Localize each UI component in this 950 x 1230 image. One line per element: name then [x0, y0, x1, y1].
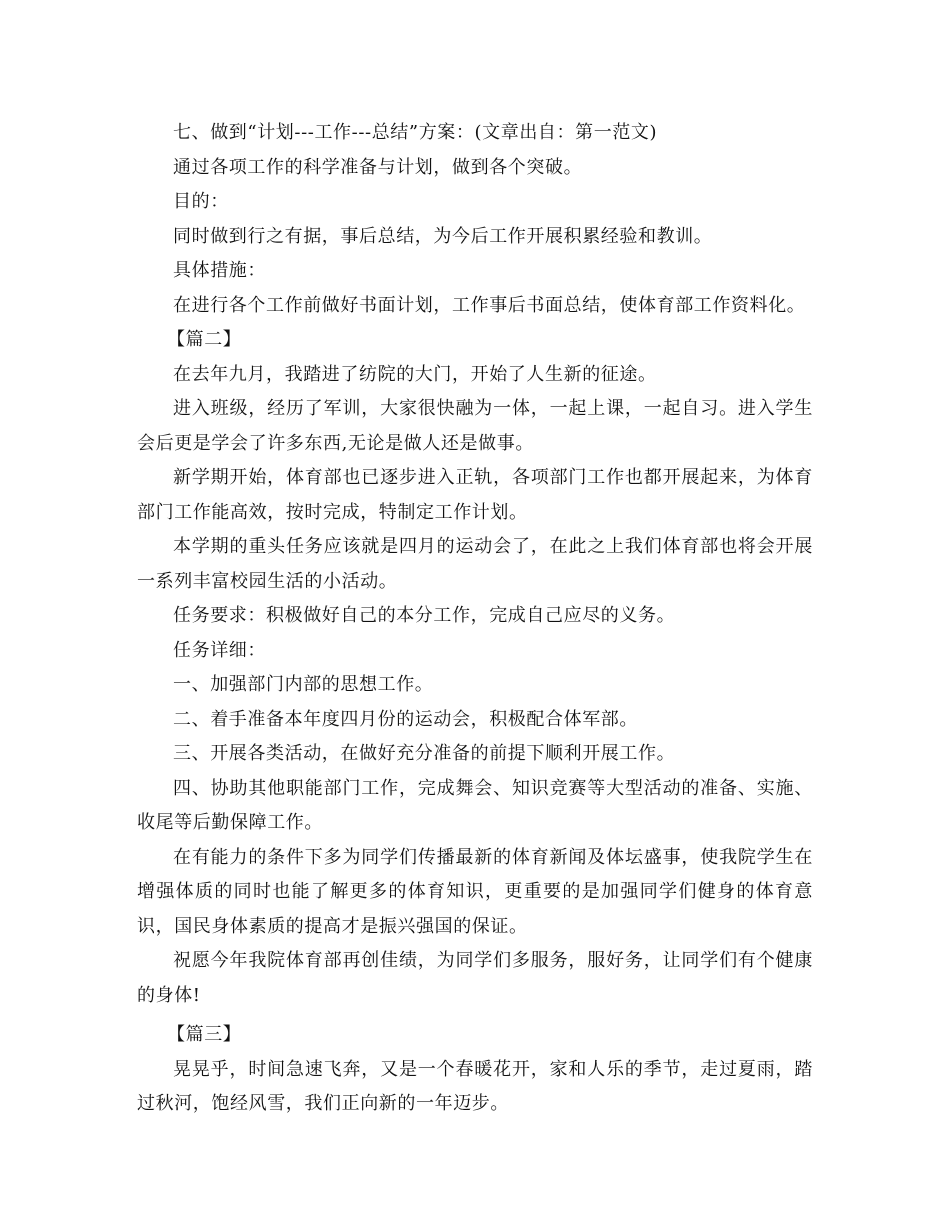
- paragraph-class: 进入班级，经历了军训，大家很快融为一体，一起上课，一起自习。进入学生会后更是学会了许多东西,无论是做人还是做事。: [137, 398, 813, 454]
- paragraph-purpose: 同时做到行之有据，事后总结，为今后工作开展积累经验和教训。: [173, 225, 713, 247]
- paragraph-wishes: 祝愿今年我院体育部再创佳绩，为同学们多服务，服好务，让同学们有个健康的身体!: [137, 950, 813, 1006]
- paragraph-main-task: 本学期的重头任务应该就是四月的运动会了，在此之上我们体育部也将会开展一系列丰富校园生活的小活动。: [137, 536, 813, 592]
- paragraph-sports-news: 在有能力的条件下多为同学们传播最新的体育新闻及体坛盛事，使我院学生在增强体质的同时也能了解更多的体育知识，更重要的是加强同学们健身的体育意识，国民身体素质的提高才是振兴强国的保证。: [137, 846, 813, 937]
- list-item-three: 三、开展各类活动，在做好充分准备的前提下顺利开展工作。: [173, 743, 676, 764]
- paragraph-measures: 在进行各个工作前做好书面计划，工作事后书面总结，使体育部工作资料化。: [173, 294, 806, 316]
- list-item-two: 二、着手准备本年度四月份的运动会，积极配合体军部。: [173, 708, 638, 730]
- paragraph-intro: 在去年九月，我踏进了纺院的大门，开始了人生新的征途。: [173, 363, 657, 385]
- paragraph-plan-summary-heading: 七、做到“计划---工作---总结”方案：(文章出自：第一范文): [173, 122, 658, 143]
- paragraph-preparation: 通过各项工作的科学准备与计划，做到各个突破。: [173, 156, 583, 178]
- section-heading-part-three: 【篇三】: [167, 1024, 242, 1045]
- paragraph-measures-label: 具体措施：: [173, 260, 266, 281]
- paragraph-task-details-label: 任务详细：: [173, 639, 266, 661]
- section-heading-part-two: 【篇二】: [167, 329, 242, 350]
- list-item-one: 一、加强部门内部的思想工作。: [173, 674, 434, 695]
- list-item-four: 四、协助其他职能部门工作，完成舞会、知识竞赛等大型活动的准备、实施、收尾等后勤保障工作。: [137, 777, 813, 833]
- paragraph-purpose-label: 目的：: [173, 191, 229, 212]
- paragraph-new-semester: 新学期开始，体育部也已逐步进入正轨，各项部门工作也都开展起来，为体育部门工作能高效，按时完成，特制定工作计划。: [137, 467, 813, 523]
- paragraph-task-requirements: 任务要求：积极做好自己的本分工作，完成自己应尽的义务。: [173, 605, 676, 626]
- document-body: [137, 116, 813, 1122]
- paragraph-time-flies: 晃晃乎，时间急速飞奔，又是一个春暖花开，家和人乐的季节，走过夏雨，踏过秋河，饱经风雪，我们正向新的一年迈步。: [137, 1058, 813, 1114]
